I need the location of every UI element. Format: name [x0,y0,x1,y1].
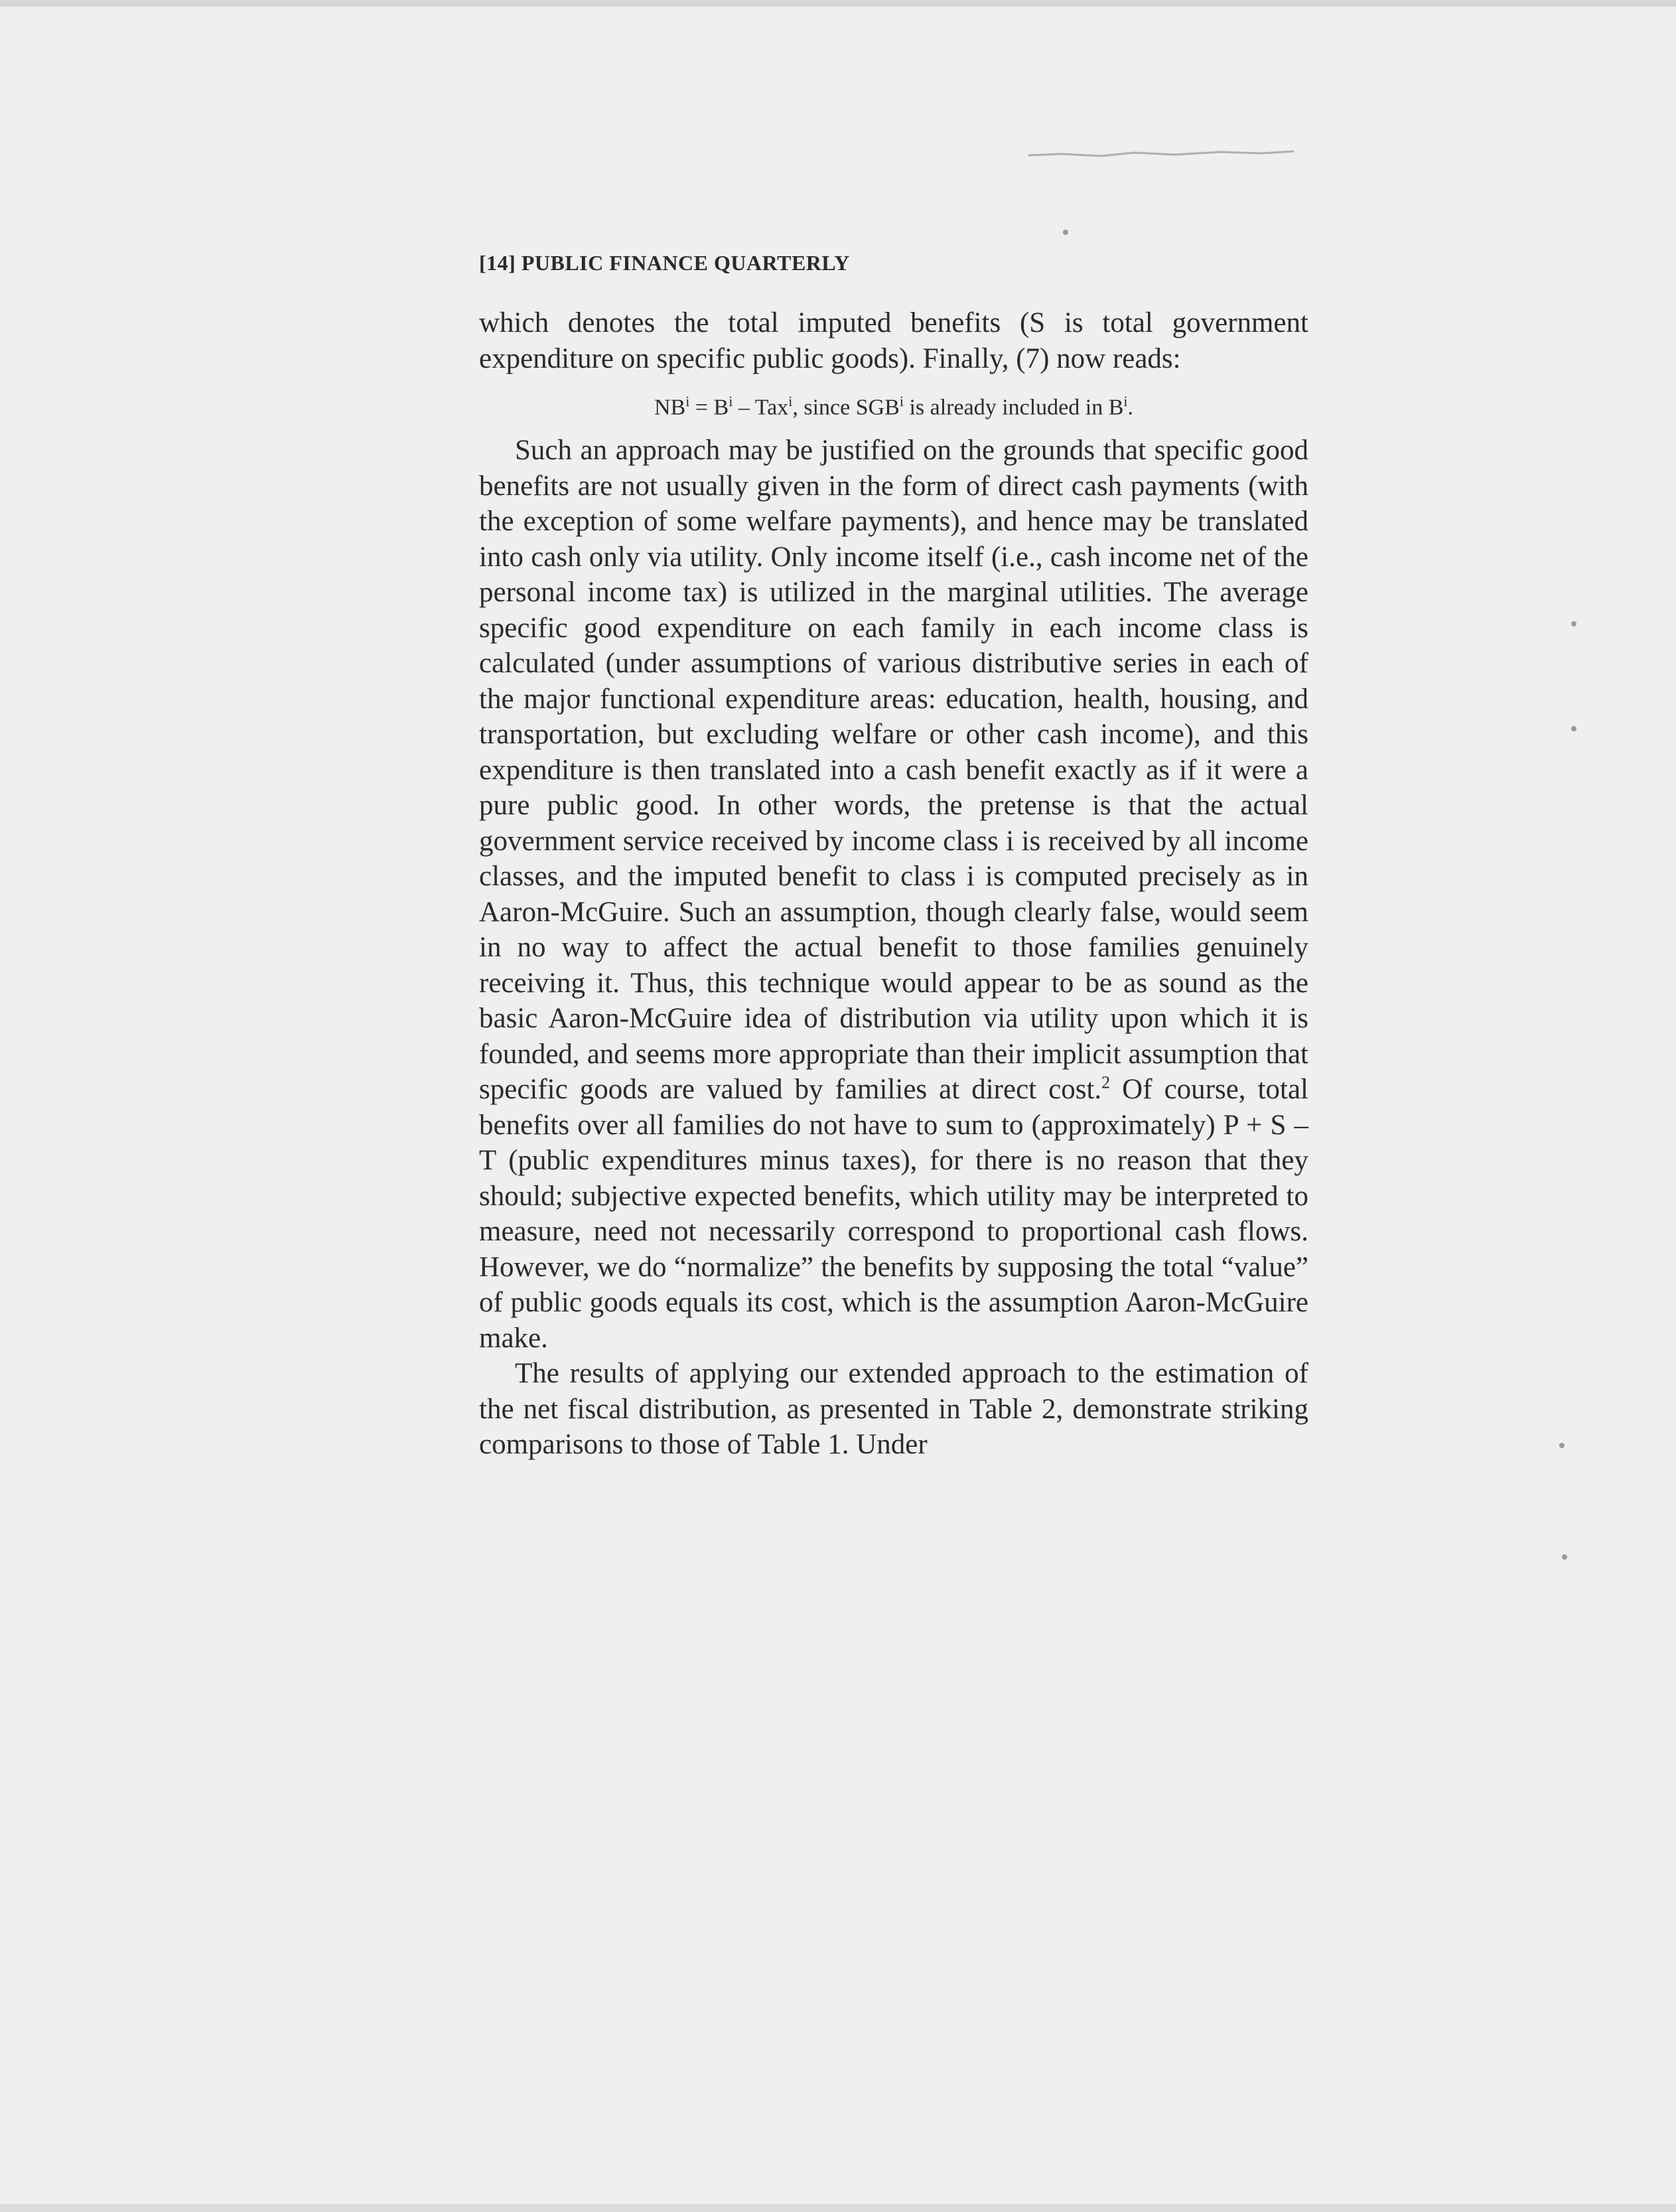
scan-speck [1562,1554,1567,1560]
paragraph-1: which denotes the total imputed benefits (S is total government expenditure on specific public goods). Finally, (7) now reads: [479,307,1308,374]
scan-speck [1571,621,1576,627]
scan-speck [1571,726,1576,731]
running-header [479,251,850,275]
paragraph-3: The results of applying our extended approach to the estimation of the net fiscal distribution, as presented in Table 2, demonstrate striking comparisons to those of Table 1. Under [479,1358,1308,1461]
page-top-edge [0,0,1676,7]
footnote-marker: 2 [1101,1073,1111,1092]
scan-speck [1559,1443,1565,1448]
page-number: [14] [479,251,516,275]
paragraph-2: Such an approach may be justified on the grounds that specific good benefits are not usually given in the form of direct cash payments (with the exception of some welfare payments), and hence may be translated into cash only via utility. Only income itself (i.e., cash income net of the personal income tax) is utilized in the marginal utilities. The average specific good expenditure on each family in each income class is calculated (under assumptions of various distributive series in each of the major functional expenditure areas: education, health, housing, and transportation, but excluding welfare or other cash income), and this expenditure is then translated into a cash benefit exactly as if it were a pure public good. In other words, the pretense is that the actual government service received by income class i is received by all income classes, and the imputed benefit to class i is computed precisely as in Aaron-McGuire. Such an assumption, though clearly false, would seem in no way to affect the actual benefit to those families genuinely receiving it. Thus, this technique would appear to be as sound as the basic Aaron-McGuire idea of distribution via utility upon which it is founded, and seems more appropriate than their implicit assumption that specific goods are valued by families at direct cost.$^2$ Of course, total benefits over all families do not have to sum to (approximately) P + S – T (public expenditures minus taxes), for there is no reason that they should; subjective expected benefits, which utility may be interpreted to measure, need not necessarily correspond to proportional cash flows. However, we do “normalize” the benefits by supposing the total “value” of public goods equals its cost, which is the assumption Aaron-McGuire make. [479,435,1308,1354]
scan-speck [1063,230,1068,235]
scan-smudge [1022,147,1300,161]
article-body [479,305,1308,1463]
equation-net-benefit: $NB^i = B^i - Tax^i$, since SGB$^i$ is already included in $B^i$. [654,393,1134,420]
page-bottom-edge [0,2204,1676,2212]
journal-title: PUBLIC FINANCE QUARTERLY [521,251,850,275]
